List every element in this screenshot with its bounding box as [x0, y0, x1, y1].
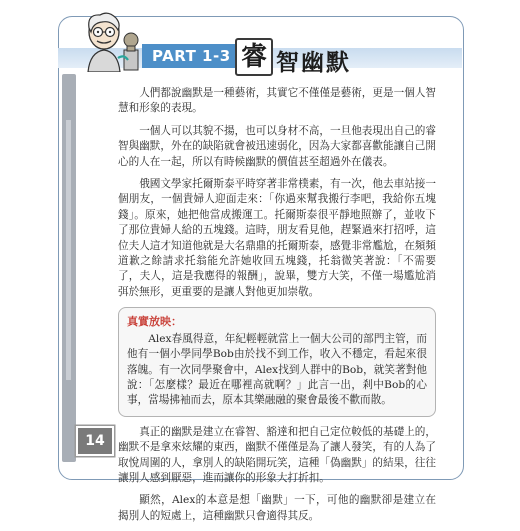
- paragraph: 真正的幽默是建立在睿智、豁達和把自己定位較低的基礎上的，幽默不是拿來炫耀的東西，幽默不僅僅是為了讓人發笑，有的人為了取悅周圍的人，拿別人的缺陷開玩笑，這種「偽幽默」的結果，往往讓別人感到厭惡，進而讓你的形象大打折扣。: [118, 425, 436, 484]
- true-story-body: Alex春風得意，年紀輕輕就當上一個大公司的部門主管，而他有一個小學同學Bob由於找不到工作，收入不穩定，看起來很落魄。有一次同學聚會中，Alex找到人群中的Bob，就笑著對他說：「怎麼樣？最近在哪裡高就啊？」此言一出，剎中Bob的心事，當場拂袖而去，原本其樂融融的聚會最後不歡而散。: [127, 332, 427, 407]
- page-title: 智幽默: [276, 49, 351, 76]
- paragraph: 顯然，Alex的本意是想「幽默」一下，可他的幽默卻是建立在揭別人的短處上，這種幽默只會適得其反。: [118, 494, 436, 522]
- paragraph: 俄國文學家托爾斯泰平時穿著非常樸素，有一次，他去車站接一個朋友，一個貴婦人迎面走來：「你過來幫我搬行李吧，我給你五塊錢」。原來，她把他當成搬運工。托爾斯泰很平靜地照辦了，並收下了那位貴婦人給的五塊錢。這時，朋友看見他，趕緊過來打招呼，這位夫人這才知道他就是大名鼎鼎的托爾斯泰，感覺非常尷尬，在頻頻道歉之餘請求托翁能允許她收回五塊錢，托翁微笑著說：「不需要了，夫人，這是我應得的報酬」，說畢，雙方大笑，不僅一場尷尬消弭於無形，更重要的是讓人對他更加崇敬。: [118, 178, 436, 298]
- paragraph: 人們都說幽默是一種藝術，其實它不僅僅是藝術，更是一個人智慧和形象的表現。: [118, 87, 436, 115]
- page-number: 14: [76, 426, 114, 456]
- part-badge: PART 1-3: [142, 44, 241, 68]
- article-body: [118, 86, 436, 531]
- mascot-illustration: [78, 10, 144, 72]
- true-story-title: 真實放映：: [127, 315, 182, 329]
- side-tab-stripe: [66, 120, 71, 380]
- true-story-box: [118, 307, 436, 416]
- paragraph: 一個人可以其貌不揚，也可以身材不高，一旦他表現出自己的睿智與幽默，外在的缺陷就會被迅速弱化，因為大家都喜歡能讓自己開心的人在一起，所以有時候幽默的價值甚至超過外在儀表。: [118, 124, 436, 168]
- title-first-char: 睿: [235, 38, 273, 76]
